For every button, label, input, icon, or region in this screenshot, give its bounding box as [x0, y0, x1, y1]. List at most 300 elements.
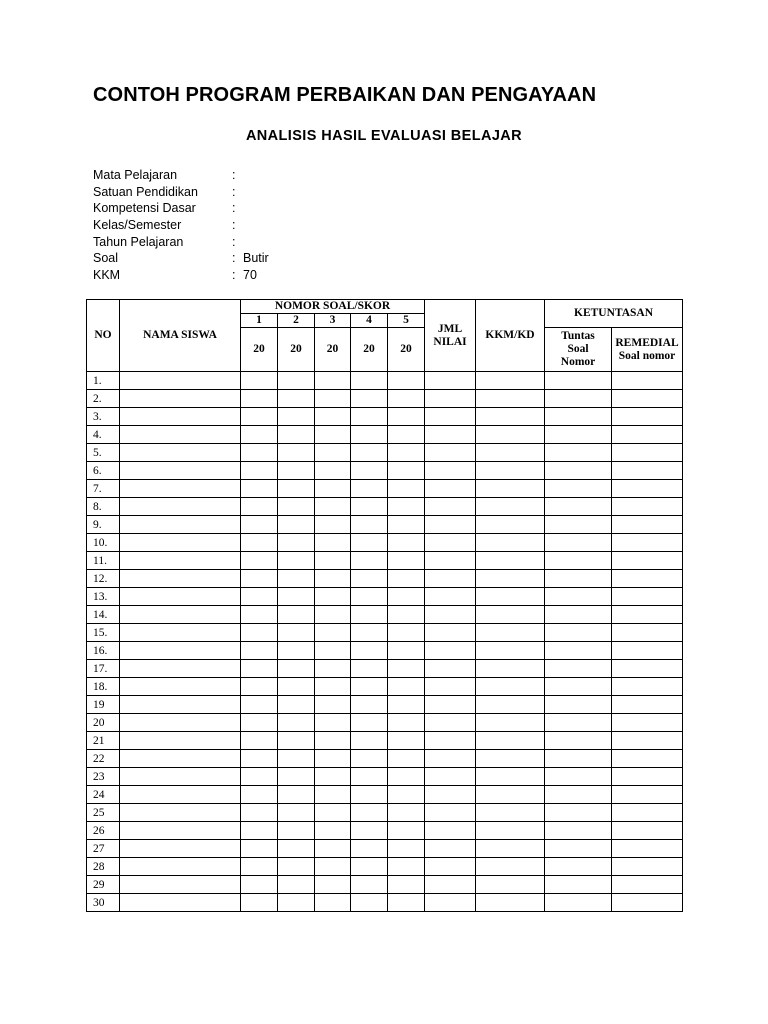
- empty-cell: [545, 822, 612, 840]
- row-number: 30: [87, 894, 120, 912]
- info-colon: :: [232, 268, 236, 283]
- empty-cell: [388, 840, 425, 858]
- row-number: 14.: [87, 606, 120, 624]
- row-number: 9.: [87, 516, 120, 534]
- empty-cell: [612, 732, 683, 750]
- row-number: 7.: [87, 480, 120, 498]
- table-row: [87, 858, 683, 876]
- empty-cell: [612, 786, 683, 804]
- info-label: Satuan Pendidikan: [93, 184, 198, 199]
- empty-cell: [425, 570, 476, 588]
- empty-cell: [612, 480, 683, 498]
- empty-cell: [612, 516, 683, 534]
- header-soal-5: 5: [388, 314, 425, 328]
- empty-cell: [425, 732, 476, 750]
- empty-cell: [351, 840, 388, 858]
- empty-cell: [278, 732, 315, 750]
- header-kkm-kd: KKM/KD: [476, 300, 545, 372]
- empty-cell: [545, 660, 612, 678]
- empty-cell: [388, 894, 425, 912]
- empty-cell: [241, 498, 278, 516]
- empty-cell: [315, 894, 351, 912]
- empty-cell: [278, 804, 315, 822]
- empty-cell: [545, 390, 612, 408]
- header-soal-2: 2: [278, 314, 315, 328]
- empty-cell: [612, 858, 683, 876]
- empty-cell: [612, 804, 683, 822]
- empty-cell: [120, 444, 241, 462]
- empty-cell: [278, 876, 315, 894]
- empty-cell: [545, 750, 612, 768]
- empty-cell: [278, 660, 315, 678]
- header-ketuntasan: KETUNTASAN: [545, 300, 683, 328]
- empty-cell: [612, 390, 683, 408]
- empty-cell: [351, 390, 388, 408]
- empty-cell: [315, 516, 351, 534]
- header-tuntas-soal-nomor: [545, 328, 612, 372]
- empty-cell: [545, 840, 612, 858]
- row-number: 5.: [87, 444, 120, 462]
- info-label: Tahun Pelajaran: [93, 234, 184, 249]
- empty-cell: [612, 408, 683, 426]
- empty-cell: [612, 642, 683, 660]
- empty-cell: [545, 552, 612, 570]
- empty-cell: [241, 408, 278, 426]
- empty-cell: [545, 372, 612, 390]
- empty-cell: [241, 372, 278, 390]
- empty-cell: [241, 696, 278, 714]
- empty-cell: [545, 606, 612, 624]
- table-row: [87, 624, 683, 642]
- empty-cell: [351, 714, 388, 732]
- empty-cell: [315, 750, 351, 768]
- empty-cell: [612, 498, 683, 516]
- empty-cell: [351, 696, 388, 714]
- empty-cell: [120, 624, 241, 642]
- header-jml-nilai: [425, 300, 476, 372]
- empty-cell: [278, 696, 315, 714]
- table-row: [87, 732, 683, 750]
- empty-cell: [351, 822, 388, 840]
- empty-cell: [476, 462, 545, 480]
- empty-cell: [612, 840, 683, 858]
- empty-cell: [315, 462, 351, 480]
- empty-cell: [315, 732, 351, 750]
- header-remedial: [612, 328, 683, 372]
- empty-cell: [476, 678, 545, 696]
- empty-cell: [545, 894, 612, 912]
- empty-cell: [315, 444, 351, 462]
- empty-cell: [241, 876, 278, 894]
- empty-cell: [388, 408, 425, 426]
- row-number: 23: [87, 768, 120, 786]
- empty-cell: [241, 822, 278, 840]
- table-row: [87, 804, 683, 822]
- empty-cell: [120, 588, 241, 606]
- empty-cell: [476, 390, 545, 408]
- empty-cell: [476, 588, 545, 606]
- document-title: CONTOH PROGRAM PERBAIKAN DAN PENGAYAAN: [93, 84, 597, 106]
- empty-cell: [612, 570, 683, 588]
- row-number: 24: [87, 786, 120, 804]
- empty-cell: [241, 588, 278, 606]
- empty-cell: [425, 516, 476, 534]
- empty-cell: [476, 804, 545, 822]
- empty-cell: [278, 408, 315, 426]
- empty-cell: [476, 534, 545, 552]
- empty-cell: [612, 822, 683, 840]
- empty-cell: [278, 552, 315, 570]
- empty-cell: [612, 462, 683, 480]
- empty-cell: [315, 390, 351, 408]
- empty-cell: [351, 462, 388, 480]
- table-row: [87, 462, 683, 480]
- empty-cell: [388, 570, 425, 588]
- empty-cell: [120, 480, 241, 498]
- empty-cell: [545, 498, 612, 516]
- empty-cell: [278, 606, 315, 624]
- empty-cell: [612, 876, 683, 894]
- empty-cell: [120, 696, 241, 714]
- empty-cell: [388, 516, 425, 534]
- empty-cell: [241, 642, 278, 660]
- empty-cell: [315, 606, 351, 624]
- empty-cell: [545, 678, 612, 696]
- empty-cell: [425, 390, 476, 408]
- empty-cell: [388, 624, 425, 642]
- empty-cell: [612, 750, 683, 768]
- empty-cell: [120, 750, 241, 768]
- empty-cell: [241, 678, 278, 696]
- empty-cell: [315, 840, 351, 858]
- empty-cell: [315, 498, 351, 516]
- empty-cell: [388, 480, 425, 498]
- empty-cell: [425, 678, 476, 696]
- empty-cell: [425, 876, 476, 894]
- empty-cell: [241, 606, 278, 624]
- row-number: 27: [87, 840, 120, 858]
- header-skor-1: 20: [241, 328, 278, 372]
- empty-cell: [120, 660, 241, 678]
- empty-cell: [241, 768, 278, 786]
- empty-cell: [612, 534, 683, 552]
- table-row: [87, 678, 683, 696]
- table-row: [87, 444, 683, 462]
- empty-cell: [425, 534, 476, 552]
- header-nomor-soal-skor: NOMOR SOAL/SKOR: [241, 300, 425, 314]
- empty-cell: [120, 426, 241, 444]
- empty-cell: [278, 390, 315, 408]
- empty-cell: [388, 822, 425, 840]
- empty-cell: [351, 894, 388, 912]
- empty-cell: [612, 372, 683, 390]
- empty-cell: [612, 552, 683, 570]
- table-row: [87, 372, 683, 390]
- row-number: 20: [87, 714, 120, 732]
- info-label: KKM: [93, 268, 121, 283]
- empty-cell: [278, 462, 315, 480]
- info-colon: :: [232, 201, 236, 216]
- info-colon: :: [232, 184, 236, 199]
- empty-cell: [351, 408, 388, 426]
- empty-cell: [388, 786, 425, 804]
- empty-cell: [425, 786, 476, 804]
- empty-cell: [241, 552, 278, 570]
- table-row: [87, 534, 683, 552]
- table-row: [87, 390, 683, 408]
- empty-cell: [120, 642, 241, 660]
- empty-cell: [278, 570, 315, 588]
- empty-cell: [612, 696, 683, 714]
- empty-cell: [476, 660, 545, 678]
- empty-cell: [388, 534, 425, 552]
- empty-cell: [425, 840, 476, 858]
- empty-cell: [388, 876, 425, 894]
- empty-cell: [476, 426, 545, 444]
- info-value: Butir: [243, 251, 269, 266]
- header-soal-4: 4: [351, 314, 388, 328]
- table-row: [87, 552, 683, 570]
- empty-cell: [241, 516, 278, 534]
- header-skor-4: 20: [351, 328, 388, 372]
- empty-cell: [351, 858, 388, 876]
- empty-cell: [425, 624, 476, 642]
- table-row: [87, 894, 683, 912]
- empty-cell: [241, 390, 278, 408]
- empty-cell: [278, 678, 315, 696]
- header-tuntas-label: Tuntas: [561, 330, 595, 342]
- empty-cell: [612, 588, 683, 606]
- empty-cell: [388, 696, 425, 714]
- empty-cell: [388, 498, 425, 516]
- empty-cell: [241, 786, 278, 804]
- empty-cell: [278, 714, 315, 732]
- empty-cell: [315, 858, 351, 876]
- table-row: [87, 750, 683, 768]
- empty-cell: [612, 678, 683, 696]
- info-colon: :: [232, 218, 236, 233]
- header-nilai-label: NILAI: [433, 335, 467, 348]
- header-skor-5: 20: [388, 328, 425, 372]
- empty-cell: [120, 786, 241, 804]
- empty-cell: [425, 714, 476, 732]
- empty-cell: [278, 894, 315, 912]
- header-soal-1: 1: [241, 314, 278, 328]
- empty-cell: [278, 516, 315, 534]
- empty-cell: [278, 426, 315, 444]
- empty-cell: [545, 408, 612, 426]
- empty-cell: [476, 642, 545, 660]
- empty-cell: [278, 444, 315, 462]
- table-row: [87, 588, 683, 606]
- empty-cell: [545, 624, 612, 642]
- row-number: 29: [87, 876, 120, 894]
- header-soal-3: 3: [315, 314, 351, 328]
- empty-cell: [425, 606, 476, 624]
- table-row: [87, 606, 683, 624]
- empty-cell: [476, 444, 545, 462]
- empty-cell: [120, 606, 241, 624]
- empty-cell: [612, 624, 683, 642]
- empty-cell: [315, 660, 351, 678]
- empty-cell: [545, 516, 612, 534]
- empty-cell: [120, 678, 241, 696]
- empty-cell: [120, 858, 241, 876]
- empty-cell: [241, 624, 278, 642]
- empty-cell: [545, 462, 612, 480]
- row-number: 15.: [87, 624, 120, 642]
- row-number: 16.: [87, 642, 120, 660]
- empty-cell: [241, 480, 278, 498]
- row-number: 2.: [87, 390, 120, 408]
- empty-cell: [120, 822, 241, 840]
- info-label: Kompetensi Dasar: [93, 201, 196, 216]
- evaluation-table: [86, 299, 683, 912]
- empty-cell: [120, 768, 241, 786]
- empty-cell: [476, 552, 545, 570]
- empty-cell: [315, 408, 351, 426]
- empty-cell: [351, 642, 388, 660]
- empty-cell: [120, 570, 241, 588]
- empty-cell: [476, 894, 545, 912]
- document-subtitle: ANALISIS HASIL EVALUASI BELAJAR: [245, 128, 523, 144]
- empty-cell: [120, 840, 241, 858]
- empty-cell: [476, 570, 545, 588]
- empty-cell: [388, 642, 425, 660]
- empty-cell: [476, 516, 545, 534]
- empty-cell: [476, 372, 545, 390]
- empty-cell: [278, 786, 315, 804]
- empty-cell: [120, 732, 241, 750]
- empty-cell: [278, 372, 315, 390]
- empty-cell: [612, 768, 683, 786]
- empty-cell: [241, 750, 278, 768]
- empty-cell: [120, 534, 241, 552]
- empty-cell: [545, 714, 612, 732]
- empty-cell: [278, 642, 315, 660]
- empty-cell: [351, 750, 388, 768]
- empty-cell: [315, 552, 351, 570]
- empty-cell: [241, 894, 278, 912]
- table-row: [87, 768, 683, 786]
- empty-cell: [241, 840, 278, 858]
- row-number: 17.: [87, 660, 120, 678]
- empty-cell: [315, 480, 351, 498]
- empty-cell: [241, 732, 278, 750]
- row-number: 1.: [87, 372, 120, 390]
- empty-cell: [476, 606, 545, 624]
- table-row: [87, 570, 683, 588]
- empty-cell: [388, 462, 425, 480]
- empty-cell: [476, 624, 545, 642]
- empty-cell: [476, 714, 545, 732]
- header-no: NO: [87, 300, 120, 372]
- empty-cell: [425, 462, 476, 480]
- empty-cell: [612, 426, 683, 444]
- empty-cell: [351, 516, 388, 534]
- empty-cell: [425, 588, 476, 606]
- empty-cell: [476, 408, 545, 426]
- empty-cell: [278, 822, 315, 840]
- empty-cell: [351, 444, 388, 462]
- empty-cell: [425, 804, 476, 822]
- header-skor-3: 20: [315, 328, 351, 372]
- table-row: [87, 696, 683, 714]
- empty-cell: [315, 678, 351, 696]
- empty-cell: [351, 660, 388, 678]
- empty-cell: [388, 714, 425, 732]
- row-number: 6.: [87, 462, 120, 480]
- empty-cell: [388, 606, 425, 624]
- empty-cell: [278, 480, 315, 498]
- empty-cell: [425, 552, 476, 570]
- empty-cell: [425, 498, 476, 516]
- empty-cell: [545, 858, 612, 876]
- empty-cell: [120, 372, 241, 390]
- empty-cell: [612, 606, 683, 624]
- row-number: 10.: [87, 534, 120, 552]
- empty-cell: [241, 804, 278, 822]
- row-number: 3.: [87, 408, 120, 426]
- empty-cell: [241, 426, 278, 444]
- empty-cell: [388, 732, 425, 750]
- empty-cell: [545, 642, 612, 660]
- empty-cell: [315, 822, 351, 840]
- table-row: [87, 480, 683, 498]
- row-number: 11.: [87, 552, 120, 570]
- empty-cell: [351, 552, 388, 570]
- empty-cell: [241, 660, 278, 678]
- empty-cell: [278, 858, 315, 876]
- empty-cell: [241, 462, 278, 480]
- empty-cell: [425, 696, 476, 714]
- empty-cell: [315, 642, 351, 660]
- empty-cell: [425, 480, 476, 498]
- empty-cell: [351, 372, 388, 390]
- empty-cell: [388, 804, 425, 822]
- empty-cell: [315, 624, 351, 642]
- empty-cell: [425, 750, 476, 768]
- row-number: 28: [87, 858, 120, 876]
- empty-cell: [388, 678, 425, 696]
- empty-cell: [476, 750, 545, 768]
- empty-cell: [351, 606, 388, 624]
- empty-cell: [476, 840, 545, 858]
- empty-cell: [351, 624, 388, 642]
- empty-cell: [388, 390, 425, 408]
- table-row: [87, 498, 683, 516]
- empty-cell: [351, 588, 388, 606]
- empty-cell: [351, 678, 388, 696]
- empty-cell: [241, 570, 278, 588]
- empty-cell: [351, 786, 388, 804]
- header-nomor-label: Nomor: [560, 356, 596, 368]
- empty-cell: [545, 480, 612, 498]
- empty-cell: [315, 372, 351, 390]
- header-remedial-soal-nomor: Soal nomor: [618, 349, 676, 362]
- info-colon: :: [232, 234, 236, 249]
- empty-cell: [545, 444, 612, 462]
- empty-cell: [425, 858, 476, 876]
- empty-cell: [315, 534, 351, 552]
- empty-cell: [351, 570, 388, 588]
- empty-cell: [315, 768, 351, 786]
- empty-cell: [545, 786, 612, 804]
- empty-cell: [388, 426, 425, 444]
- table-row: [87, 516, 683, 534]
- empty-cell: [388, 552, 425, 570]
- empty-cell: [315, 588, 351, 606]
